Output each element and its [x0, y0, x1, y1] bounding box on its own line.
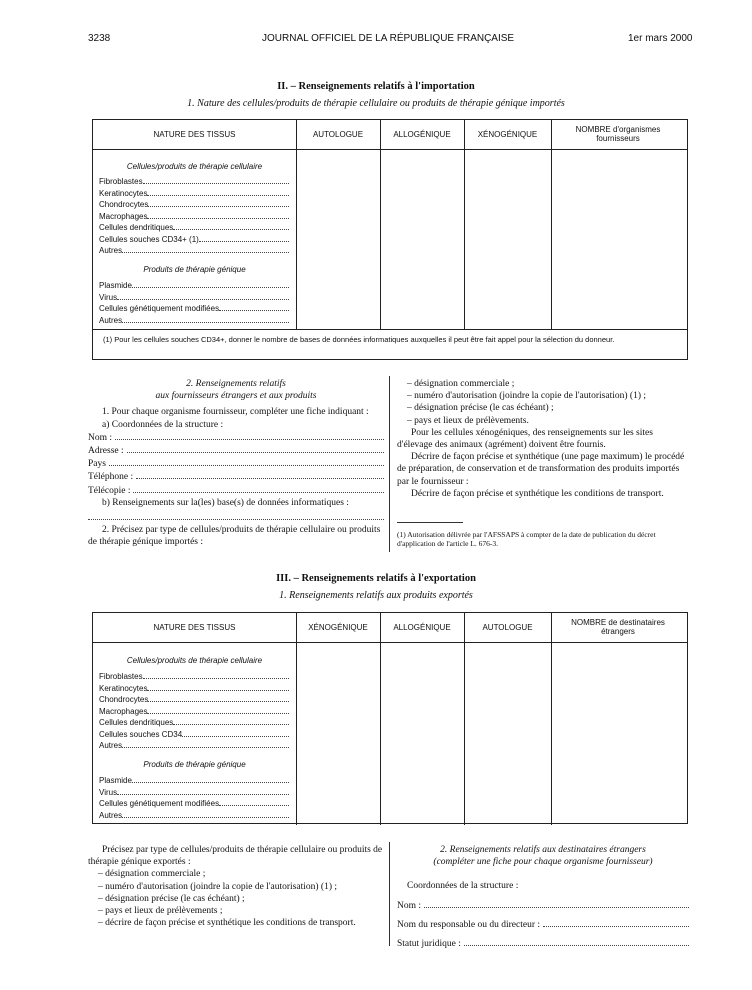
paragraph: Coordonnées de la structure : — [407, 881, 519, 892]
list-item: – décrire de façon précise et synthétique les conditions de transport. — [98, 918, 356, 929]
journal-title: JOURNAL OFFICIEL DE LA RÉPUBLIQUE FRANÇAISE — [262, 33, 515, 44]
dotted-leader — [143, 183, 289, 184]
dotted-leader — [117, 794, 289, 795]
footnote-rule — [397, 522, 463, 523]
field-nom: Nom : — [88, 431, 384, 444]
paragraph: Précisez par type de cellules/produits de thérapie cellulaire ou produits de thérapie génique exportés : — [88, 845, 383, 868]
field-telecopie: Télécopie : — [88, 484, 384, 497]
footnote: (1) Autorisation délivrée par l'AFSSAPS à compter de la date de publication du décret d'application de l'article L. 676-3. — [397, 530, 656, 548]
table-row: Fibroblastes — [99, 176, 289, 188]
export-right-column — [397, 844, 689, 950]
group-therapie-genique: Produits de thérapie génique — [143, 760, 246, 769]
dotted-leader — [122, 817, 289, 818]
dotted-leader — [147, 218, 289, 219]
dotted-leader — [122, 252, 289, 253]
section-title-import: II. – Renseignements relatifs à l'importation — [277, 81, 475, 92]
dotted-leader — [148, 206, 289, 207]
table-row: Plasmide — [99, 775, 289, 787]
table-row: Plasmide — [99, 280, 289, 292]
group-therapie-genique: Produits de thérapie génique — [143, 265, 246, 274]
table-row: Autres — [99, 315, 289, 327]
field-pays: Pays — [88, 457, 384, 470]
table-row: Keratinocytes — [99, 683, 289, 695]
column-header-allogenique: ALLOGÉNIQUE — [393, 130, 451, 139]
column-header-nombre: NOMBRE d'organismes fournisseurs — [575, 125, 661, 143]
suppliers-heading-2: aux fournisseurs étrangers et aux produits — [155, 391, 317, 402]
list-item: – numéro d'autorisation (joindre la copie de l'autorisation) (1) ; — [98, 881, 338, 892]
paragraph: 2. Précisez par type de cellules/produits de thérapie cellulaire ou produits de thérapie génique importés : — [88, 525, 381, 548]
dotted-leader — [199, 241, 289, 242]
table-row: Cellules souches CD34 — [99, 729, 289, 741]
column-header-xenogenique: XÉNOGÉNIQUE — [477, 130, 538, 139]
section-subtitle-export: 1. Renseignements relatifs aux produits exportés — [279, 590, 473, 601]
column-header-nature: NATURE DES TISSUS — [153, 623, 236, 632]
dotted-leader — [147, 713, 289, 714]
recipients-heading: 2. Renseignements relatifs aux destinataires étrangers — [440, 845, 646, 855]
paragraph: b) Renseignements sur la(les) base(s) de données informatiques : — [102, 497, 349, 508]
export-left-column — [88, 844, 384, 929]
column-header-nombre: NOMBRE de destinataires étrangers — [571, 618, 665, 636]
column-divider — [389, 842, 390, 946]
table-footnote: (1) Pour les cellules souches CD34+, donner le nombre de bases de données informatiques auxquelles il peut être fait appel pour la sélection du donneur. — [103, 335, 615, 344]
table-row: Virus — [99, 292, 289, 304]
list-item: – pays et lieux de prélèvements. — [407, 415, 529, 426]
table-row: Autres — [99, 810, 289, 822]
column-header-autologue: AUTOLOGUE — [312, 130, 364, 139]
dotted-leader — [173, 724, 289, 725]
paragraph: Décrire de façon précise et synthétique les conditions de transport. — [411, 488, 664, 499]
dotted-leader — [122, 747, 289, 748]
column-header-allogenique: ALLOGÉNIQUE — [393, 623, 451, 632]
table-row: Cellules génétiquement modifiées — [99, 798, 289, 810]
table-row: Keratinocytes — [99, 188, 289, 200]
group-therapie-cellulaire: Cellules/produits de thérapie cellulaire — [126, 162, 263, 171]
field-adresse: Adresse : — [88, 444, 384, 457]
list-item: – pays et lieux de prélèvements ; — [98, 906, 223, 917]
column-divider — [389, 376, 390, 552]
table-row: Chondrocytes — [99, 694, 289, 706]
column-header-xenogenique: XÉNOGÉNIQUE — [308, 623, 368, 632]
paragraph: a) Coordonnées de la structure : — [102, 419, 224, 430]
dotted-leader — [147, 195, 289, 196]
table-row: Cellules souches CD34+ (1) — [99, 234, 289, 246]
dotted-leader — [148, 701, 289, 702]
section-title-export: III. – Renseignements relatifs à l'exportation — [276, 573, 476, 584]
table-row: Autres — [99, 740, 289, 752]
paragraph: Décrire de façon précise et synthétique (une page maximum) le procédé de préparation, de conservation et de transformation des produits importés par le fournisseur : — [397, 452, 685, 487]
list-item: – désignation commerciale ; — [407, 379, 515, 389]
paragraph: Pour les cellules xénogéniques, des renseignements sur les sites d'élevage des animaux (agrément) doivent être fournis. — [397, 427, 653, 451]
dotted-leader — [117, 299, 289, 300]
column-header-nature: NATURE DES TISSUS — [153, 130, 236, 139]
dotted-leader — [143, 678, 289, 679]
dotted-leader — [219, 310, 289, 311]
table-row: Macrophages — [99, 211, 289, 223]
field-nom: Nom : — [397, 899, 689, 912]
recipients-heading-2: (compléter une fiche pour chaque organisme fournisseur) — [433, 857, 653, 868]
table-row: Fibroblastes — [99, 671, 289, 683]
import-table — [92, 119, 688, 360]
field-statut: Statut juridique : — [397, 937, 689, 950]
dotted-leader — [182, 736, 289, 737]
list-item: – désignation précise (le cas échéant) ; — [98, 893, 245, 904]
table-row: Virus — [99, 787, 289, 799]
import-right-column — [397, 378, 689, 500]
table-row: Macrophages — [99, 706, 289, 718]
table-row: Cellules génétiquement modifiées — [99, 303, 289, 315]
dotted-leader — [122, 322, 289, 323]
field-responsable: Nom du responsable ou du directeur : — [397, 918, 689, 931]
issue-date: 1er mars 2000 — [628, 33, 693, 44]
field-telephone: Téléphone : — [88, 470, 384, 483]
dotted-leader — [173, 229, 289, 230]
paragraph: 1. Pour chaque organisme fournisseur, compléter une fiche indiquant : — [102, 407, 369, 418]
dotted-leader — [219, 805, 289, 806]
page-number: 3238 — [88, 33, 111, 44]
column-header-autologue: AUTOLOGUE — [482, 623, 533, 632]
list-item: – désignation commerciale ; — [98, 869, 206, 880]
list-item: – désignation précise (le cas échéant) ; — [407, 403, 554, 414]
dotted-leader — [147, 690, 289, 691]
table-row: Chondrocytes — [99, 199, 289, 211]
table-row: Autres — [99, 245, 289, 257]
group-therapie-cellulaire: Cellules/produits de thérapie cellulaire — [126, 656, 263, 665]
dotted-leader — [132, 782, 289, 783]
section-subtitle-import: 1. Nature des cellules/produits de thérapie cellulaire ou produits de thérapie génique importés — [187, 98, 565, 109]
export-table — [92, 612, 688, 824]
list-item: – numéro d'autorisation (joindre la copie de l'autorisation) (1) ; — [407, 391, 647, 402]
suppliers-heading: 2. Renseignements relatifs — [186, 379, 286, 389]
table-row: Cellules dendritiques — [99, 717, 289, 729]
dotted-leader — [132, 287, 289, 288]
import-left-column — [88, 378, 384, 548]
table-row: Cellules dendritiques — [99, 222, 289, 234]
